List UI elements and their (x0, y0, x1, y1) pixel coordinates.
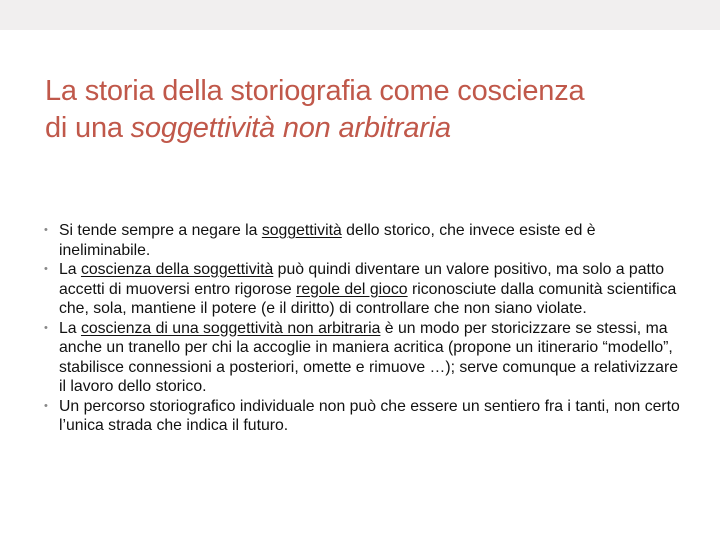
bullet-dot-icon: • (44, 399, 48, 412)
underlined-term: coscienza di una soggettività non arbitraria (80, 319, 381, 337)
bullet-text: riconosciute dalla comunità scientifica che, sola, mantiene il potere (e il diritto) di controllare che non siano violate. (59, 280, 677, 317)
underlined-term: coscienza della soggettività (80, 261, 274, 278)
bullet-dot-icon: • (44, 263, 48, 275)
slide-title (45, 73, 705, 147)
bullet-text: La (59, 261, 81, 278)
title-line-2-prefix: di una (45, 112, 131, 144)
bullet-text: dello storico, che invece esiste ed è ineliminabile. (59, 222, 596, 259)
bullet-dot-icon: • (44, 321, 48, 334)
bullet-text: è un modo per storicizzare se stessi, ma anche un tranello per chi la accoglie in maniera acritica (propone un itinerario “modello”, stabilisce connessioni a posteriori, omette e rimuove …); serve comunque a relativizzare il lavoro dello storico. (59, 319, 678, 395)
top-band (0, 0, 720, 30)
title-line-1: La storia della storiografia come coscienza (45, 75, 585, 107)
bullet-text: La (59, 319, 81, 337)
title-line-2-emphasis: soggettività non arbitraria (130, 112, 451, 144)
bullet-text: Un percorso storiografico individuale non può che essere un sentiero fra i tanti, non certo l’unica strada che indica il futuro. (59, 397, 680, 434)
bullet-item-3 (44, 319, 684, 397)
bullet-item-1 (44, 221, 684, 260)
bullet-item-4 (44, 397, 684, 436)
bullet-text: può quindi diventare un valore positivo, ma solo a patto accetti di muoversi entro rigorose (59, 261, 665, 298)
underlined-term: soggettività (261, 222, 342, 239)
bullet-text: Si tende sempre a negare la (59, 222, 262, 239)
underlined-term: regole del gioco (296, 280, 408, 298)
bullet-item-2 (44, 260, 684, 319)
bullet-list (44, 221, 684, 436)
bullet-dot-icon: • (44, 224, 48, 236)
